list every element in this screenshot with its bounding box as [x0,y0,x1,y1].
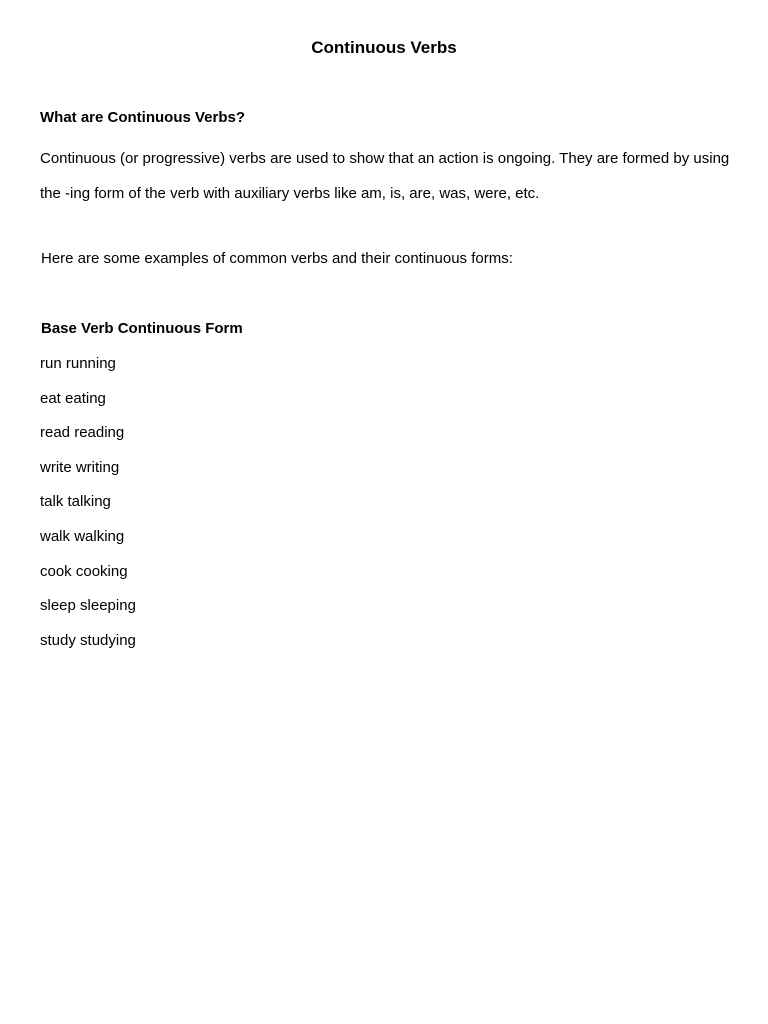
base-verb: cook [40,562,72,580]
examples-intro: Here are some examples of common verbs and their continuous forms: [41,250,513,267]
base-verb: read [40,424,71,442]
base-verb: study [40,631,76,649]
continuous-form: sleeping [80,597,136,615]
verb-row [40,416,136,451]
verb-row [40,485,136,520]
document-title: Continuous Verbs [311,38,457,57]
continuous-form: cooking [75,562,128,580]
table-header [41,320,243,337]
base-verb: run [40,355,62,372]
header-base-verb: Base Verb [41,320,114,337]
verb-row [40,382,136,417]
continuous-form: eating [65,389,106,407]
continuous-form: studying [80,631,136,649]
intro-paragraph: Continuous (or progressive) verbs are used to show that an action is ongoing. They are formed by using the -ing form of the verb with auxiliary verbs like am, is, are, was, were, etc. [40,150,730,202]
continuous-form: walking [74,527,125,545]
base-verb: write [40,458,72,476]
base-verb: talk [40,493,64,511]
verb-row [40,347,136,382]
header-continuous-form: Continuous Form [117,320,243,337]
base-verb: walk [40,527,71,545]
base-verb: eat [40,389,61,407]
continuous-form: writing [75,458,120,476]
verb-row [40,520,136,555]
verb-row [40,589,136,624]
continuous-form: talking [67,493,111,511]
verb-row [40,451,136,486]
base-verb: sleep [40,597,76,615]
continuous-form: running [65,355,116,372]
verb-row [40,624,136,659]
continuous-form: reading [74,424,125,442]
verb-list [40,347,136,658]
verb-row [40,555,136,590]
section-heading: What are Continuous Verbs? [40,109,246,126]
